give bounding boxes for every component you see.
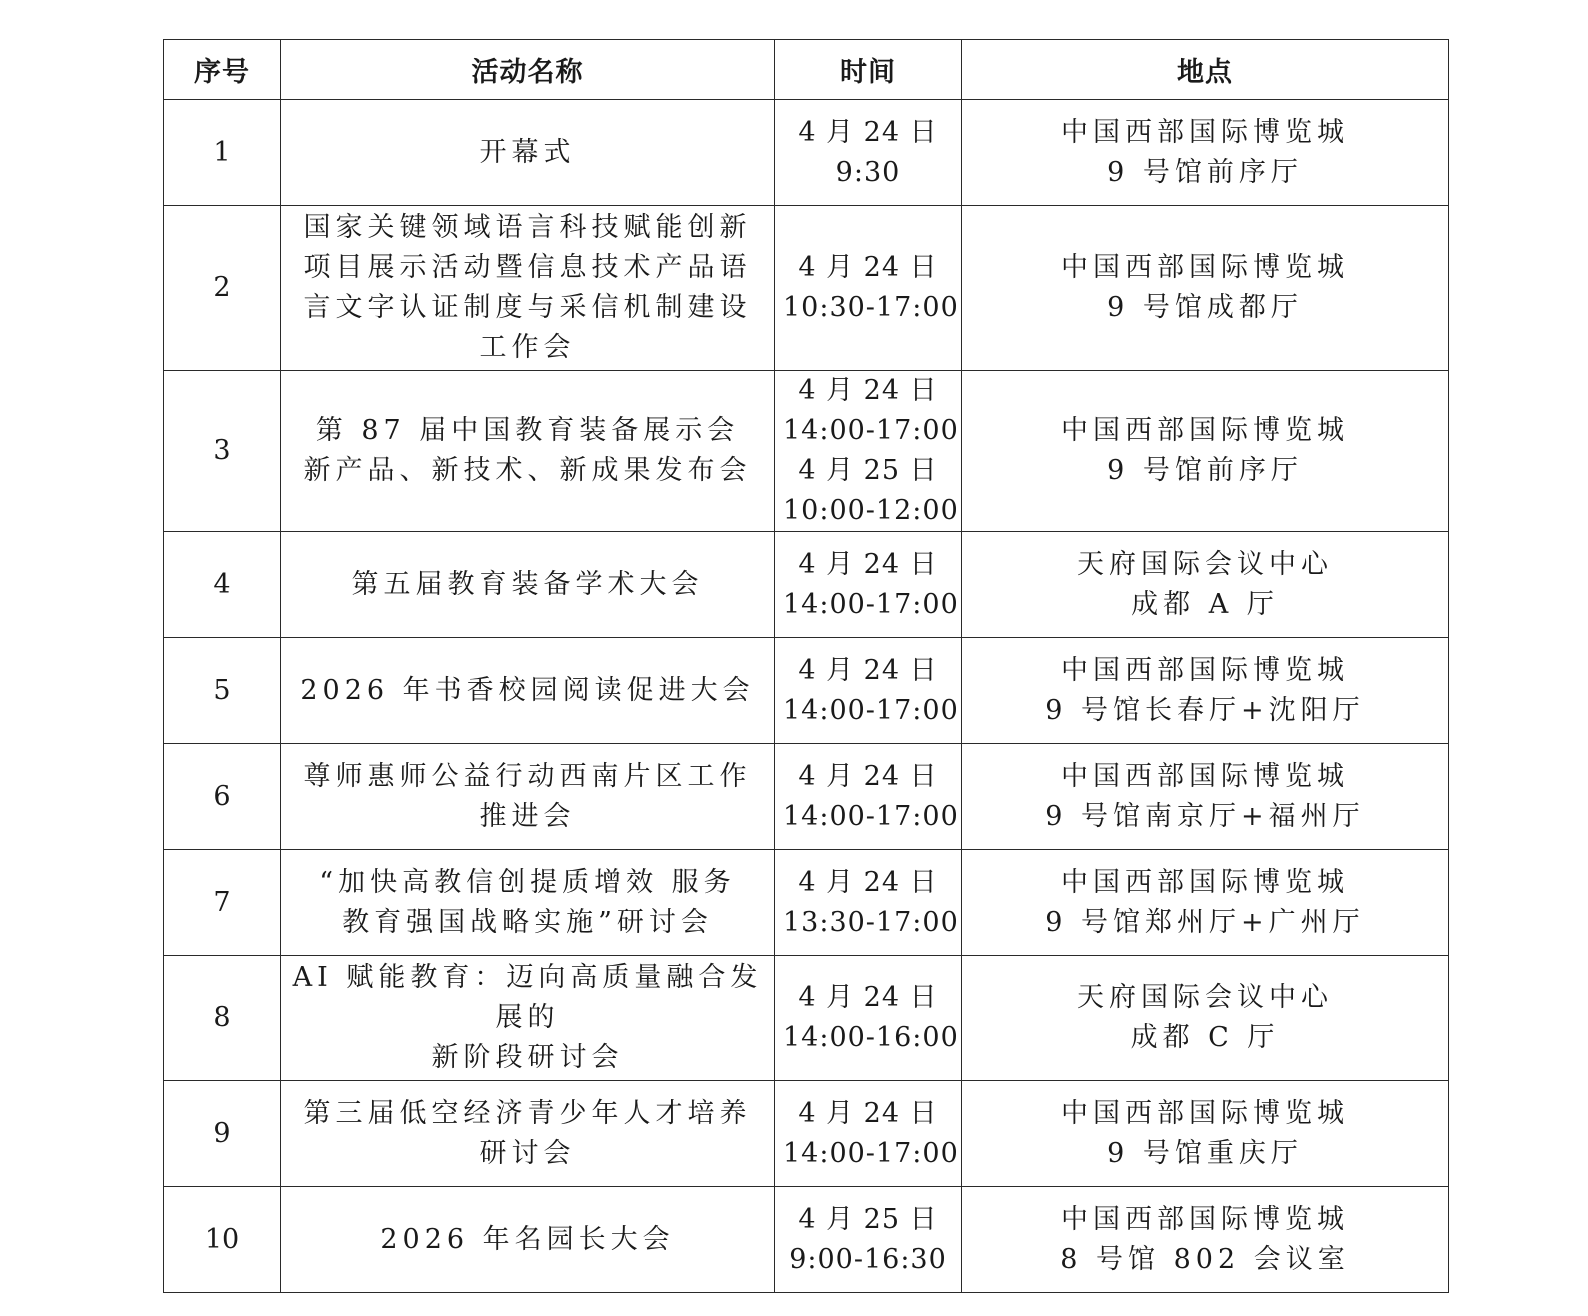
cell-time: [775, 956, 962, 1081]
cell-location: [962, 638, 1449, 744]
table-row: [164, 850, 1449, 956]
cell-time-line: 14:00-17:00: [783, 1137, 959, 1169]
cell-activity-name-line: 国家关键领域语言科技赋能创新: [303, 212, 752, 243]
cell-time-line: 4 月 25 日: [798, 1203, 938, 1235]
cell-activity-name-line: 工作会: [479, 332, 576, 363]
cell-time-line: 10:00-12:00: [783, 495, 959, 526]
cell-time-line: 14:00-16:00: [783, 1022, 959, 1053]
cell-location-line: 天府国际会议中心: [1077, 982, 1333, 1013]
cell-activity-name-line: 研讨会: [479, 1137, 576, 1169]
cell-location-line: 9 号馆南京厅+福州厅: [1045, 800, 1365, 832]
cell-activity-name-line: 新阶段研讨会: [431, 1042, 624, 1073]
cell-time: [775, 1187, 962, 1293]
cell-time: [775, 532, 962, 638]
cell-activity-name-line: 言文字认证制度与采信机制建设: [303, 292, 752, 323]
header-row: [164, 40, 1449, 100]
cell-time-line: 4 月 24 日: [798, 1097, 938, 1129]
cell-serial-number: 1: [164, 100, 281, 206]
cell-location-line: 9 号馆成都厅: [1107, 292, 1303, 323]
cell-activity-name-line: 第五届教育装备学术大会: [351, 568, 704, 600]
cell-location-line: 中国西部国际博览城: [1061, 415, 1349, 446]
cell-time-line: 14:00-17:00: [783, 694, 959, 726]
cell-location-line: 成都 A 厅: [1131, 588, 1279, 620]
cell-time: [775, 638, 962, 744]
header-location: 地点: [962, 40, 1449, 100]
cell-time-line: 14:00-17:00: [783, 415, 959, 446]
table-row: [164, 532, 1449, 638]
cell-serial-number: 2: [164, 206, 281, 371]
cell-location: [962, 850, 1449, 956]
table-row: [164, 744, 1449, 850]
table-row: [164, 956, 1449, 1081]
cell-activity-name-line: 教育强国战略实施”研讨会: [342, 906, 713, 938]
table-row: [164, 100, 1449, 206]
cell-time: [775, 744, 962, 850]
cell-activity-name: [281, 638, 775, 744]
table-row: [164, 1187, 1449, 1293]
cell-location-line: 成都 C 厅: [1130, 1022, 1280, 1053]
cell-activity-name-line: 推进会: [479, 800, 576, 832]
cell-location: [962, 956, 1449, 1081]
cell-activity-name: [281, 100, 775, 206]
cell-location: [962, 1187, 1449, 1293]
cell-serial-number: 8: [164, 956, 281, 1081]
cell-location-line: 中国西部国际博览城: [1061, 1097, 1349, 1129]
cell-location: [962, 744, 1449, 850]
header-time: 时间: [775, 40, 962, 100]
cell-time-line: 4 月 24 日: [798, 548, 938, 580]
cell-activity-name-line: AI 赋能教育：迈向高质量融合发: [292, 962, 763, 993]
cell-serial-number: 7: [164, 850, 281, 956]
cell-activity-name-line: 2026 年名园长大会: [380, 1223, 675, 1255]
cell-location: [962, 100, 1449, 206]
cell-activity-name-line: 开幕式: [479, 136, 576, 168]
cell-activity-name-line: 项目展示活动暨信息技术产品语: [303, 252, 752, 283]
cell-time-line: 4 月 24 日: [798, 982, 938, 1013]
cell-location-line: 9 号馆重庆厅: [1107, 1137, 1303, 1169]
cell-activity-name-line: 新产品、新技术、新成果发布会: [303, 455, 752, 486]
cell-activity-name-line: 尊师惠师公益行动西南片区工作: [303, 760, 752, 792]
cell-time-line: 13:30-17:00: [783, 906, 959, 938]
cell-location-line: 天府国际会议中心: [1077, 548, 1333, 580]
cell-time-line: 10:30-17:00: [783, 292, 959, 323]
cell-time-line: 14:00-17:00: [783, 588, 959, 620]
cell-location: [962, 371, 1449, 532]
cell-location-line: 中国西部国际博览城: [1061, 116, 1349, 148]
cell-serial-number: 10: [164, 1187, 281, 1293]
table-row: [164, 638, 1449, 744]
activity-schedule-table: [163, 39, 1449, 1293]
cell-location-line: 9 号馆郑州厅+广州厅: [1045, 906, 1365, 938]
cell-time-line: 4 月 24 日: [798, 654, 938, 686]
cell-activity-name-line: 展的: [495, 1002, 560, 1033]
cell-time-line: 4 月 24 日: [798, 375, 938, 406]
cell-location: [962, 532, 1449, 638]
cell-location-line: 中国西部国际博览城: [1061, 654, 1349, 686]
cell-activity-name: [281, 956, 775, 1081]
cell-time-line: 14:00-17:00: [783, 800, 959, 832]
cell-time-line: 9:30: [835, 156, 901, 188]
table-body: [164, 100, 1449, 1293]
cell-activity-name: [281, 850, 775, 956]
table-row: [164, 1081, 1449, 1187]
header-serial-number: 序号: [164, 40, 281, 100]
cell-activity-name: [281, 206, 775, 371]
cell-time-line: 9:00-16:30: [789, 1243, 947, 1275]
table-row: [164, 206, 1449, 371]
cell-location-line: 中国西部国际博览城: [1061, 866, 1349, 898]
cell-activity-name: [281, 532, 775, 638]
cell-serial-number: 4: [164, 532, 281, 638]
cell-location-line: 中国西部国际博览城: [1061, 252, 1349, 283]
table-header: [164, 40, 1449, 100]
cell-activity-name: [281, 1081, 775, 1187]
cell-location-line: 8 号馆 802 会议室: [1060, 1243, 1350, 1275]
cell-time: [775, 206, 962, 371]
cell-location: [962, 206, 1449, 371]
cell-time-line: 4 月 24 日: [798, 866, 938, 898]
cell-serial-number: 9: [164, 1081, 281, 1187]
cell-location-line: 9 号馆长春厅+沈阳厅: [1045, 694, 1365, 726]
cell-location-line: 中国西部国际博览城: [1061, 760, 1349, 792]
cell-activity-name: [281, 371, 775, 532]
cell-activity-name-line: 第三届低空经济青少年人才培养: [303, 1097, 752, 1129]
cell-time: [775, 371, 962, 532]
cell-activity-name-line: “加快高教信创提质增效 服务: [319, 866, 736, 898]
cell-location-line: 9 号馆前序厅: [1107, 156, 1303, 188]
cell-time-line: 4 月 24 日: [798, 760, 938, 792]
cell-location-line: 9 号馆前序厅: [1107, 455, 1303, 486]
cell-location-line: 中国西部国际博览城: [1061, 1203, 1349, 1235]
cell-time-line: 4 月 24 日: [798, 116, 938, 148]
cell-serial-number: 5: [164, 638, 281, 744]
cell-location: [962, 1081, 1449, 1187]
cell-time: [775, 1081, 962, 1187]
cell-time-line: 4 月 25 日: [798, 455, 938, 486]
header-activity-name: 活动名称: [281, 40, 775, 100]
cell-serial-number: 6: [164, 744, 281, 850]
cell-time: [775, 100, 962, 206]
cell-time-line: 4 月 24 日: [798, 252, 938, 283]
cell-activity-name-line: 第 87 届中国教育装备展示会: [315, 415, 740, 446]
cell-activity-name: [281, 744, 775, 850]
cell-activity-name: [281, 1187, 775, 1293]
cell-serial-number: 3: [164, 371, 281, 532]
table-row: [164, 371, 1449, 532]
cell-activity-name-line: 2026 年书香校园阅读促进大会: [300, 674, 755, 706]
cell-time: [775, 850, 962, 956]
